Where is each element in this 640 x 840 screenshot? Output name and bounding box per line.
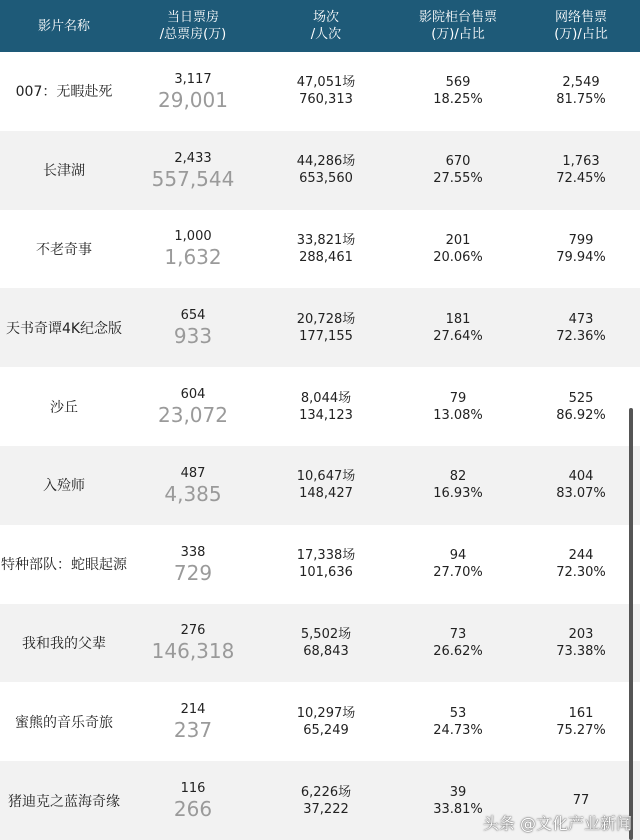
online-sales: 525 <box>568 390 594 406</box>
header-online-sales <box>522 0 640 52</box>
online-cell <box>522 52 640 131</box>
total-box-office: 4,385 <box>164 481 222 506</box>
show-count: 6,226场 <box>300 784 352 800</box>
show-count: 8,044场 <box>300 390 352 406</box>
attendance: 37,222 <box>303 801 349 817</box>
table-row <box>0 288 640 367</box>
daily-box-office: 654 <box>180 308 206 324</box>
counter-cell <box>394 682 522 761</box>
online-share: 86.92% <box>556 407 606 423</box>
total-box-office: 237 <box>173 718 213 743</box>
counter-cell <box>394 210 522 289</box>
counter-share: 27.64% <box>433 328 483 344</box>
box-office-cell <box>128 131 258 210</box>
online-sales: 473 <box>568 311 594 327</box>
film-name: 我和我的父辈 <box>22 635 106 652</box>
film-name-cell <box>0 210 128 289</box>
attendance: 65,249 <box>303 722 349 738</box>
counter-sales: 94 <box>449 548 467 564</box>
film-name: 蜜熊的音乐奇旅 <box>15 714 113 731</box>
table-row <box>0 525 640 604</box>
header-counter-line2: (万)/占比 <box>431 27 485 42</box>
show-count: 47,051场 <box>296 75 356 91</box>
header-box-office-line2: /总票房(万) <box>159 27 227 42</box>
counter-share: 27.70% <box>433 565 483 581</box>
total-box-office: 729 <box>173 560 213 585</box>
header-counter-sales <box>394 0 522 52</box>
show-count: 10,647场 <box>296 469 356 485</box>
header-online-line2: (万)/占比 <box>554 27 608 42</box>
counter-cell <box>394 525 522 604</box>
show-count: 33,821场 <box>296 232 356 248</box>
counter-sales: 82 <box>449 469 467 485</box>
online-share: 81.75% <box>556 92 606 108</box>
online-share: 75.27% <box>556 722 606 738</box>
online-cell <box>522 682 640 761</box>
film-name: 长津湖 <box>43 163 85 180</box>
header-shows-line1: 场次 <box>312 10 339 25</box>
counter-cell <box>394 52 522 131</box>
attendance: 177,155 <box>299 328 353 344</box>
show-count: 20,728场 <box>296 311 356 327</box>
counter-sales: 79 <box>449 390 467 406</box>
film-name-cell <box>0 761 128 840</box>
shows-cell <box>258 761 394 840</box>
shows-cell <box>258 131 394 210</box>
shows-cell <box>258 210 394 289</box>
counter-share: 18.25% <box>433 92 483 108</box>
show-count: 5,502场 <box>300 626 352 642</box>
daily-box-office: 604 <box>180 387 206 403</box>
box-office-cell <box>128 525 258 604</box>
online-cell <box>522 525 640 604</box>
shows-cell <box>258 367 394 446</box>
attendance: 134,123 <box>299 407 353 423</box>
counter-share: 26.62% <box>433 643 483 659</box>
table-row <box>0 210 640 289</box>
daily-box-office: 276 <box>180 623 206 639</box>
online-share: 72.45% <box>556 171 606 187</box>
counter-sales: 39 <box>449 784 467 800</box>
online-cell <box>522 210 640 289</box>
table-row <box>0 367 640 446</box>
counter-cell <box>394 288 522 367</box>
box-office-cell <box>128 367 258 446</box>
box-office-cell <box>128 682 258 761</box>
film-name-cell <box>0 52 128 131</box>
online-sales: 161 <box>568 705 594 721</box>
box-office-cell <box>128 288 258 367</box>
table-header <box>0 0 640 52</box>
online-sales: 1,763 <box>562 154 600 170</box>
counter-cell <box>394 367 522 446</box>
attendance: 288,461 <box>299 249 353 265</box>
film-name: 007：无暇赴死 <box>15 84 113 101</box>
online-share: 72.30% <box>556 565 606 581</box>
online-sales: 77 <box>572 793 590 809</box>
film-name: 入殓师 <box>43 478 85 495</box>
online-cell <box>522 131 640 210</box>
counter-share: 24.73% <box>433 722 483 738</box>
online-sales: 404 <box>568 469 594 485</box>
table-body <box>0 52 640 840</box>
header-film-name-label: 影片名称 <box>37 18 90 34</box>
total-box-office: 1,632 <box>164 245 222 270</box>
counter-sales: 201 <box>445 232 471 248</box>
film-name: 特种部队：蛇眼起源 <box>1 557 127 574</box>
daily-box-office: 214 <box>180 702 206 718</box>
header-online-line1: 网络售票 <box>554 10 607 25</box>
header-film-name <box>0 0 128 52</box>
table-row <box>0 52 640 131</box>
daily-box-office: 2,433 <box>174 150 212 166</box>
shows-cell <box>258 604 394 683</box>
total-box-office: 266 <box>173 797 213 822</box>
total-box-office: 557,544 <box>151 166 235 191</box>
film-name-cell <box>0 288 128 367</box>
shows-cell <box>258 288 394 367</box>
show-count: 10,297场 <box>296 705 356 721</box>
shows-cell <box>258 525 394 604</box>
film-name-cell <box>0 604 128 683</box>
film-name-cell <box>0 367 128 446</box>
counter-share: 27.55% <box>433 171 483 187</box>
film-name: 不老奇事 <box>36 241 92 258</box>
online-share: 72.36% <box>556 328 606 344</box>
header-counter-line1: 影院柜台售票 <box>418 10 497 25</box>
attendance: 760,313 <box>299 92 353 108</box>
counter-sales: 569 <box>445 75 471 91</box>
counter-cell <box>394 604 522 683</box>
online-cell <box>522 446 640 525</box>
daily-box-office: 338 <box>180 544 206 560</box>
counter-share: 13.08% <box>433 407 483 423</box>
header-box-office <box>128 0 258 52</box>
online-cell <box>522 367 640 446</box>
attendance: 653,560 <box>299 171 353 187</box>
film-name: 猪迪克之蓝海奇缘 <box>8 793 120 810</box>
counter-cell <box>394 446 522 525</box>
film-name: 天书奇谭4K纪念版 <box>5 320 123 337</box>
counter-sales: 670 <box>445 154 471 170</box>
counter-share: 16.93% <box>433 486 483 502</box>
shows-cell <box>258 682 394 761</box>
total-box-office: 146,318 <box>151 639 235 664</box>
online-sales: 244 <box>568 548 594 564</box>
box-office-cell <box>128 761 258 840</box>
online-sales: 799 <box>568 232 594 248</box>
film-name-cell <box>0 446 128 525</box>
counter-share: 20.06% <box>433 249 483 265</box>
scrollbar[interactable] <box>629 408 633 840</box>
table-row <box>0 604 640 683</box>
daily-box-office: 487 <box>180 465 206 481</box>
total-box-office: 933 <box>173 324 213 349</box>
online-share: 79.94% <box>556 249 606 265</box>
daily-box-office: 3,117 <box>174 71 212 87</box>
total-box-office: 29,001 <box>158 87 228 112</box>
box-office-cell <box>128 52 258 131</box>
online-cell <box>522 288 640 367</box>
attendance: 68,843 <box>303 643 349 659</box>
header-shows <box>258 0 394 52</box>
online-share: 83.07% <box>556 486 606 502</box>
film-name-cell <box>0 525 128 604</box>
header-shows-line2: /人次 <box>310 27 342 42</box>
box-office-cell <box>128 210 258 289</box>
online-share: 73.38% <box>556 643 606 659</box>
daily-box-office: 1,000 <box>174 229 212 245</box>
table-row <box>0 131 640 210</box>
counter-share: 33.81% <box>433 801 483 817</box>
header-box-office-line1: 当日票房 <box>166 10 219 25</box>
attendance: 148,427 <box>299 486 353 502</box>
box-office-cell <box>128 604 258 683</box>
watermark <box>483 811 632 834</box>
shows-cell <box>258 446 394 525</box>
film-name-cell <box>0 682 128 761</box>
online-sales: 203 <box>568 626 594 642</box>
film-name-cell <box>0 131 128 210</box>
online-sales: 2,549 <box>562 75 600 91</box>
show-count: 44,286场 <box>296 154 356 170</box>
show-count: 17,338场 <box>296 548 356 564</box>
daily-box-office: 116 <box>180 781 206 797</box>
online-cell <box>522 604 640 683</box>
shows-cell <box>258 52 394 131</box>
table-row <box>0 446 640 525</box>
box-office-cell <box>128 446 258 525</box>
watermark-text: 头条 @文化产业新闻 <box>482 814 632 833</box>
counter-sales: 181 <box>445 311 471 327</box>
counter-sales: 53 <box>449 705 467 721</box>
attendance: 101,636 <box>299 565 353 581</box>
counter-sales: 73 <box>449 626 467 642</box>
total-box-office: 23,072 <box>158 403 228 428</box>
counter-cell <box>394 131 522 210</box>
film-name: 沙丘 <box>50 399 78 416</box>
table-row <box>0 682 640 761</box>
